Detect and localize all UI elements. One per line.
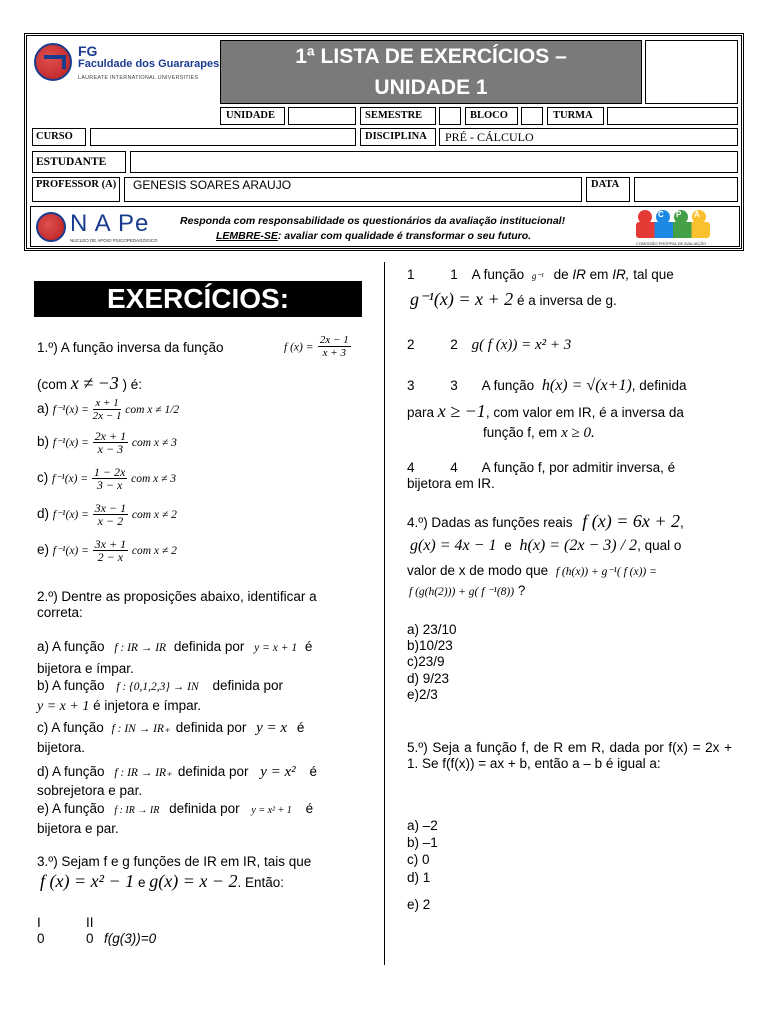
- right-item-1-l2: [410, 291, 617, 309]
- q2-b-mid: definida por: [212, 678, 284, 693]
- q2-option-e-l2: bijetora e par.: [37, 821, 119, 836]
- q2-e-mid: definida por: [169, 801, 240, 816]
- q1-intro-text: 1.º) A função inversa da função: [37, 340, 224, 355]
- item1-math: g⁻¹: [531, 271, 544, 281]
- item3-math: h(x) = √(x+1): [541, 377, 632, 394]
- item3-l2-text: , com valor em IR, é a inversa da: [485, 405, 684, 420]
- q1-option-b-den: x − 3: [97, 442, 124, 456]
- q1-option-e-frac: [93, 538, 128, 563]
- q1-option-a-label: a): [37, 401, 50, 417]
- professor-value: GENESIS SOARES ARAUJO: [133, 178, 292, 192]
- disciplina-label: DISCIPLINA: [365, 131, 427, 142]
- cpa-logo-icon: [636, 208, 716, 242]
- q1-option-a-lhs: f⁻¹(x) =: [52, 404, 89, 417]
- item1-c2: 1: [450, 267, 458, 282]
- estudante-field[interactable]: [130, 151, 738, 173]
- nape-subtitle: NÚCLEO DE APOIO PSICOPEDAGÓGICO: [70, 238, 158, 243]
- q1-option-c-label: c): [37, 470, 49, 486]
- item1-pre: A função: [471, 267, 525, 282]
- right-item-3-l3: [483, 425, 595, 441]
- q4-f-def: f (x) = 6x + 2: [582, 511, 681, 531]
- curso-field[interactable]: [90, 128, 356, 146]
- q1-option-d-frac: [93, 502, 128, 527]
- q1-option-c-num: 1 − 2x: [93, 465, 126, 479]
- item1-ir1: IR: [572, 267, 586, 282]
- q4-qual: , qual o: [637, 538, 682, 553]
- q3-row-text: f(g(3))=0: [104, 931, 157, 946]
- q2-c-mid: definida por: [175, 720, 247, 735]
- q4-line-3: [407, 563, 737, 580]
- q2-c-math: f : IN → IR₊: [111, 723, 171, 735]
- q2-option-c-l2: bijetora.: [37, 740, 86, 755]
- right-item-3-l2: [407, 403, 731, 421]
- q1-option-d-lhs: f⁻¹(x) =: [52, 509, 89, 522]
- q5-text: 5.º) Seja a função f, de R em R, dada por f(x) = 2x + 1. Se f(f(x)) = ax + b, então a – b é igual a:: [407, 740, 732, 771]
- q2-c-end: é: [296, 720, 305, 735]
- q1-option-b-cond: com x ≠ 3: [131, 437, 177, 450]
- q4-option-d: d) 9/23: [407, 671, 450, 686]
- q4-option-a: a) 23/10: [407, 622, 457, 637]
- item3-pre: A função: [481, 378, 535, 393]
- q1-option-b: [37, 430, 177, 455]
- professor-label: PROFESSOR (A): [36, 179, 117, 190]
- q1-option-b-num: 2x + 1: [94, 429, 127, 443]
- q4-option-c: c)23/9: [407, 654, 445, 669]
- cpa-caption: COMISSÃO PRÓPRIA DE AVALIAÇÃO: [636, 241, 707, 246]
- q4-g-def: g(x) = 4x − 1: [410, 537, 497, 554]
- q1-option-a-den: 2x − 1: [92, 410, 122, 422]
- q2-a-math2: y = x + 1: [254, 642, 298, 654]
- q1-option-d-cond: com x ≠ 2: [131, 509, 177, 522]
- q1-option-e-label: e): [37, 542, 50, 558]
- q2-e-end: é: [305, 801, 314, 816]
- q4-expr2: f (g(h(2))) + g( f ⁻¹(8)): [409, 586, 515, 598]
- q2-b-math: f : {0,1,2,3} → IN: [116, 681, 199, 693]
- q1-intro: [37, 340, 224, 356]
- q2-a-pre: a) A função: [37, 639, 105, 654]
- unidade-label: UNIDADE: [226, 110, 276, 121]
- right-item-3: [407, 378, 731, 394]
- item3-c1: 3: [407, 378, 415, 393]
- q4-valor-pre: valor de x de modo que: [407, 563, 549, 578]
- q3-intro: 3.º) Sejam f e g funções de IR em IR, tais que: [37, 854, 312, 869]
- q2-intro: 2.º) Dentre as proposições abaixo, identificar a correta:: [37, 589, 317, 620]
- item1-l2-math: g⁻¹(x) = x + 2: [410, 289, 514, 309]
- q1-option-c-den: 3 − x: [96, 478, 123, 492]
- q2-b-pre: b) A função: [37, 678, 105, 693]
- q1-fx: f (x) =: [284, 341, 314, 354]
- item4-c2: 4: [450, 460, 458, 475]
- q4-option-e: e)2/3: [407, 687, 438, 702]
- right-item-2: [407, 337, 571, 353]
- institution-short: FG: [78, 43, 98, 59]
- item1-c1: 1: [407, 267, 415, 282]
- q3-col-i: I: [37, 915, 41, 930]
- q1-option-c-lhs: f⁻¹(x) =: [52, 473, 89, 486]
- title-line-2: UNIDADE 1: [374, 76, 488, 99]
- fg-logo-mark: [44, 55, 66, 69]
- q1-option-a-num: x + 1: [95, 397, 119, 409]
- item3-l3-math: x ≥ 0.: [561, 425, 595, 441]
- q1-fraction: [318, 334, 351, 359]
- notice-lembre: LEMBRE-SE: [216, 230, 278, 242]
- q4-line-4: [409, 583, 525, 600]
- q3-and: e: [137, 875, 146, 890]
- q5-option-e: e) 2: [407, 897, 431, 912]
- q1-com-close: ) é:: [122, 377, 143, 392]
- q1-option-b-frac: [93, 430, 128, 455]
- q2-a-mid: definida por: [173, 639, 245, 654]
- right-item-4-l2: bijetora em IR.: [407, 476, 495, 491]
- q1-option-c-cond: com x ≠ 3: [131, 473, 177, 486]
- notice-line-1: Responda com responsabilidade os questionários da avaliação institucional!: [180, 215, 566, 227]
- item3-l3-pre: função f, em: [483, 425, 558, 440]
- q5-option-c: c) 0: [407, 852, 430, 867]
- institution-network: LAUREATE INTERNATIONAL UNIVERSITIES: [78, 75, 199, 81]
- semestre-label: SEMESTRE: [365, 110, 423, 121]
- q2-c-pre: c) A função: [37, 720, 104, 735]
- header-blank-box: [645, 40, 738, 104]
- item1-em: em: [589, 267, 609, 282]
- q1-option-d-label: d): [37, 506, 50, 522]
- item3-l2-pre: para: [407, 405, 435, 420]
- item2-c2: 2: [450, 337, 458, 352]
- q2-e-pre: e) A função: [37, 801, 105, 816]
- q2-option-b: [37, 678, 361, 695]
- q3-then: . Então:: [237, 875, 285, 890]
- q2-d-pre: d) A função: [37, 764, 105, 779]
- q1-option-d-num: 3x − 1: [94, 501, 127, 515]
- q1-cond: x ≠ −3: [70, 373, 119, 393]
- turma-label: TURMA: [553, 110, 593, 121]
- q1-function: [284, 334, 351, 359]
- q2-d-math: f : IR → IR₊: [114, 767, 173, 779]
- q1-condition: [37, 375, 142, 393]
- q2-d-math2: y = x²: [260, 764, 296, 780]
- disciplina-value: PRÉ - CÁLCULO: [445, 130, 534, 144]
- q1-option-e-cond: com x ≠ 2: [131, 545, 177, 558]
- q5-option-b: b) –1: [407, 835, 438, 850]
- q1-option-d-den: x − 2: [97, 514, 124, 528]
- right-item-4: [407, 460, 731, 476]
- q2-e-math2: y = x² + 1: [251, 805, 292, 816]
- q1-com-open: (com: [37, 377, 67, 392]
- estudante-label: ESTUDANTE: [36, 156, 107, 168]
- q1-option-b-lhs: f⁻¹(x) =: [52, 437, 89, 450]
- q4-expr1: f (h(x)) + g⁻¹( f (x)) =: [555, 566, 657, 578]
- right-item-1: [407, 267, 731, 284]
- exercicios-heading: EXERCÍCIOS:: [34, 281, 362, 317]
- curso-label: CURSO: [36, 131, 73, 142]
- item3-l2-math: x ≥ −1: [437, 401, 486, 421]
- q2-option-a: [37, 639, 361, 656]
- q2-e-math: f : IR → IR: [114, 805, 160, 816]
- q4-h-def: h(x) = (2x − 3) / 2: [519, 537, 638, 554]
- q4-e: e: [504, 538, 512, 553]
- bloco-field[interactable]: [521, 107, 543, 125]
- nape-logo-text: N A Pe: [70, 210, 150, 237]
- q4-line-1: 4.º) Dadas as funções reais f (x) = 6x + 2,: [407, 511, 684, 531]
- q1-den: x + 3: [322, 347, 346, 359]
- q1-option-c: [37, 466, 176, 491]
- cpa-letter-p: P: [676, 210, 682, 219]
- q4-intro: 4.º) Dadas as funções reais: [407, 515, 573, 530]
- notice-line-2: [216, 230, 531, 242]
- item3-c2: 3: [450, 378, 458, 393]
- q2-c-math2: y = x: [256, 720, 288, 736]
- title-line-1: 1ª LISTA DE EXERCÍCIOS –: [295, 45, 567, 68]
- q2-d-mid: definida por: [177, 764, 249, 779]
- q2-b-l2: é injetora e ímpar.: [93, 698, 202, 713]
- q3-row-ii: 0: [86, 931, 94, 946]
- data-field[interactable]: [634, 177, 738, 202]
- item1-mid: de: [553, 267, 569, 282]
- q2-option-e: [37, 801, 361, 819]
- institution-name: Faculdade dos Guararapes: [78, 58, 220, 70]
- q3-f-def: f (x) = x² − 1: [40, 871, 135, 891]
- bloco-label: BLOCO: [470, 110, 508, 121]
- cpa-letter-c: C: [658, 210, 664, 219]
- q2-b-math2: y = x + 1: [37, 699, 90, 714]
- item4-text: A função f, por admitir inversa, é: [481, 460, 676, 475]
- q3-g-def: g(x) = x − 2: [149, 871, 238, 891]
- cpa-letter-a: A: [694, 210, 700, 219]
- q1-num: 2x − 1: [319, 334, 349, 346]
- q2-option-c: [37, 720, 361, 737]
- q2-d-end: é: [309, 764, 317, 779]
- q1-option-e-lhs: f⁻¹(x) =: [52, 545, 89, 558]
- q1-option-e: [37, 538, 177, 563]
- q4-line-2: [410, 538, 734, 554]
- q5-option-a: a) –2: [407, 818, 438, 833]
- q3-col-ii: II: [86, 915, 94, 930]
- item2-math: g( f (x)) = x² + 3: [471, 337, 572, 353]
- q5-option-d: d) 1: [407, 870, 431, 885]
- q2-option-d-l2: sobrejetora e par.: [37, 783, 143, 798]
- q3-row-i: 0: [37, 931, 45, 946]
- q1-option-a: [37, 397, 179, 422]
- q1-option-e-den: 2 − x: [97, 550, 124, 564]
- item3-end: , definida: [631, 378, 687, 393]
- q2-a-end: é: [304, 639, 313, 654]
- q4-qm: ?: [517, 583, 526, 598]
- item4-c1: 4: [407, 460, 415, 475]
- q1-option-a-cond: com x ≠ 1/2: [125, 404, 180, 417]
- q2-a-math: f : IR → IR: [114, 642, 167, 654]
- q1-option-d: [37, 502, 177, 527]
- item2-c1: 2: [407, 337, 415, 352]
- item1-ir2: IR,: [612, 267, 630, 282]
- unidade-field[interactable]: [288, 107, 356, 125]
- q4-option-b: b)10/23: [407, 638, 453, 653]
- q3-defs: [40, 873, 284, 891]
- notice-line-2-text: : avaliar com qualidade é transformar o seu futuro.: [277, 230, 532, 242]
- semestre-field[interactable]: [439, 107, 461, 125]
- q2-option-d: [37, 764, 361, 781]
- nape-logo-icon: [36, 212, 66, 242]
- q1-option-a-frac: [93, 397, 122, 422]
- q1-option-c-frac: [92, 466, 127, 491]
- q2-option-a-l2: bijetora e ímpar.: [37, 661, 134, 676]
- item1-l2-text: é a inversa de g.: [516, 293, 617, 308]
- column-divider: [384, 262, 385, 965]
- item1-end: tal que: [633, 267, 674, 282]
- data-label: DATA: [591, 179, 620, 190]
- turma-field[interactable]: [607, 107, 738, 125]
- q1-option-e-num: 3x + 1: [94, 537, 127, 551]
- q1-option-b-label: b): [37, 434, 50, 450]
- q2-option-b-l2: [37, 698, 201, 715]
